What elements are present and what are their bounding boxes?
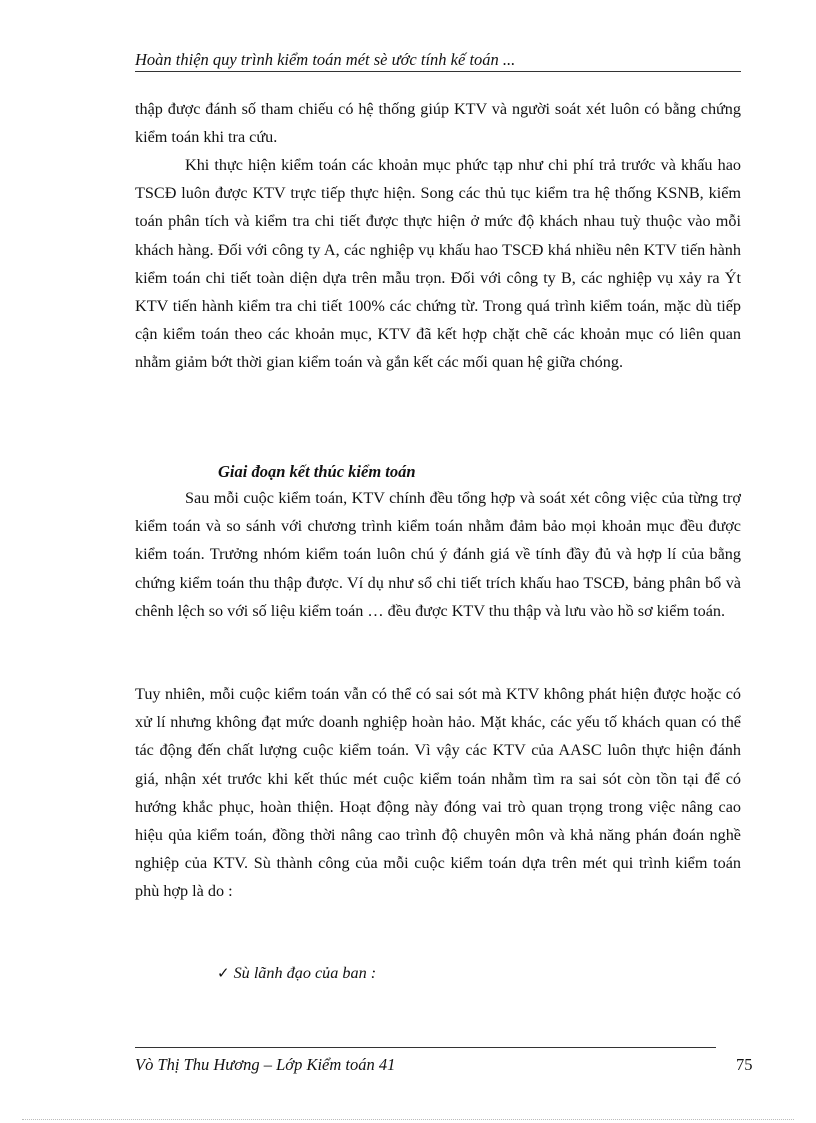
- footer-author: Vò Thị Thu Hương – Lớp Kiểm toán 41: [135, 1055, 396, 1074]
- paragraph-3: [135, 484, 741, 625]
- paragraph-4: [135, 680, 741, 906]
- page-number: 75: [736, 1055, 753, 1074]
- paragraph-text: Sau mỗi cuộc kiểm toán, KTV chính đều tổng hợp và soát xét công việc của từng trợ kiểm toán và so sánh với chương trình kiểm toán nhằm đảm bảo mọi khoản mục đều được kiểm toán. Trưởng nhóm kiểm toán luôn chú ý đánh giá về tính đầy đủ và hợp lí của bằng chứng kiểm toán thu thập được. Ví dụ như sổ chi tiết trích khấu hao TSCĐ, bảng phân bổ và chênh lệch so với số liệu kiểm toán … đều được KTV thu thập và lưu vào hồ sơ kiểm toán.: [135, 489, 741, 620]
- paragraph-2: [135, 151, 741, 377]
- paragraph-1: [135, 95, 741, 151]
- checkmark-icon: ✓: [217, 964, 230, 982]
- paragraph-text: thập được đánh số tham chiếu có hệ thống giúp KTV và người soát xét luôn có bằng chứng kiểm toán khi tra cứu.: [135, 100, 741, 147]
- footer-divider: [135, 1047, 716, 1048]
- paragraph-text: Tuy nhiên, mỗi cuộc kiểm toán vẫn có thể có sai sót mà KTV không phát hiện được hoặc có xử lí nhưng không đạt mức doanh nghiệp hoàn hảo. Mặt khác, các yếu tố khách quan có thể tác động đến chất lượng cuộc kiểm toán. Vì vậy các KTV của AASC luôn thực hiện đánh giá, nhận xét trước khi kết thúc mét cuộc kiểm toán nhằm tìm ra sai sót còn tồn tại để có hướng khắc phục, hoàn thiện. Hoạt động này đóng vai trò quan trọng trong việc nâng cao hiệu qủa kiểm toán, đồng thời nâng cao trình độ chuyên môn và khả năng phán đoán nghề nghiệp của KTV. Sù thành công của mỗi cuộc kiểm toán dựa trên mét qui trình kiểm toán phù hợp là do :: [135, 685, 741, 901]
- bullet-item: [217, 960, 376, 986]
- section-heading: Giai đoạn kết thúc kiểm toán: [218, 462, 416, 481]
- bullet-text: Sù lãnh đạo của ban :: [233, 964, 377, 982]
- page-bottom-border: [22, 1119, 794, 1120]
- paragraph-text: Khi thực hiện kiểm toán các khoản mục phức tạp như chi phí trả trước và khấu hao TSCĐ luôn được KTV trực tiếp thực hiện. Song các thủ tục kiểm tra hệ thống KSNB, kiểm toán phân tích và kiểm tra chi tiết được thực hiện ở mức độ khách nhau tuỳ thuộc vào mỗi khách hàng. Đối với công ty A, các nghiệp vụ khấu hao TSCĐ khá nhiều nên KTV tiến hành kiểm toán chi tiết toàn diện dựa trên mẫu trọn. Đối với công ty B, các nghiệp vụ xảy ra Ýt KTV tiến hành kiểm tra chi tiết 100% các chứng từ. Trong quá trình kiểm toán, mặc dù tiếp cận kiểm toán theo các khoản mục, KTV đã kết hợp chặt chẽ các khoản mục có liên quan nhằm giảm bớt thời gian kiểm toán và gắn kết các mối quan hệ giữa chóng.: [135, 156, 741, 372]
- running-header: Hoàn thiện quy trình kiểm toán mét sè ước tính kế toán ...: [135, 50, 741, 72]
